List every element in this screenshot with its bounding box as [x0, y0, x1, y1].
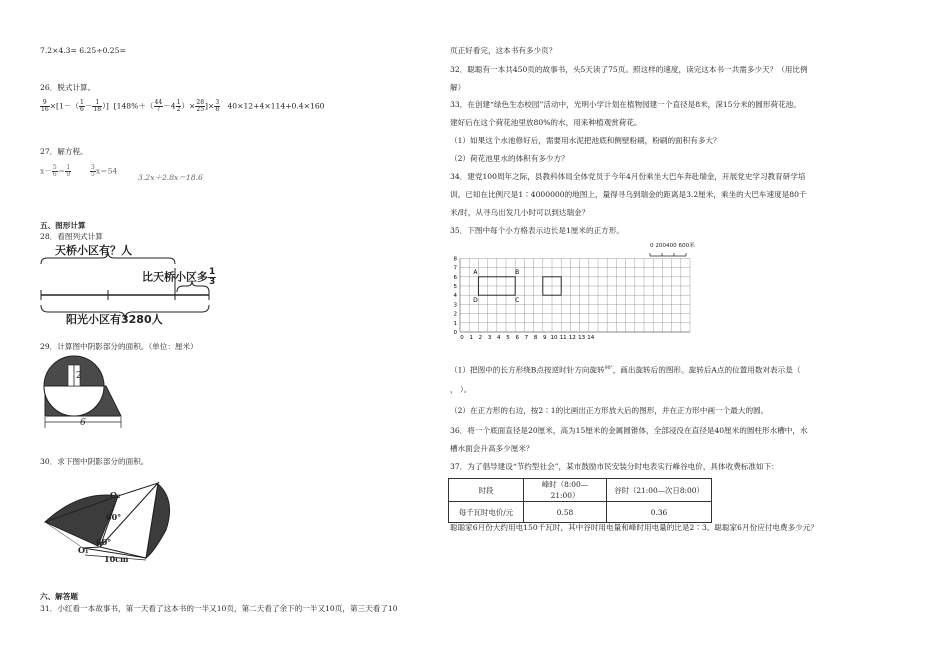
x-tick-label: 14: [587, 335, 595, 341]
x-tick-label: 1: [469, 335, 473, 341]
electricity-price-table: [448, 478, 712, 523]
x-tick-label: 5: [506, 335, 510, 341]
x-tick-label: 8: [533, 335, 538, 341]
q28-title: 28．看图列式计算: [40, 232, 103, 241]
q34-line-2: 训。已知在比例尺是1∶4000000的地图上，量得寻乌到瑞金的距离是3.2厘米，乘坐的大巴车速度是80千: [450, 190, 807, 199]
point-label: C: [515, 297, 520, 305]
q35-title: 35．下图中每个小方格表示边长是1厘米的正方形。: [450, 226, 624, 235]
y-tick-label: 3: [453, 302, 457, 309]
table-header-cell: 峰时（8:00—21:00）: [524, 479, 607, 502]
q33-part-2: （2）荷花池里水的体积有多少方？: [450, 154, 569, 163]
x-tick-label: 10: [550, 335, 558, 341]
q37-title: 37．为了倡导建设“节约型社会”，某市鼓励市民安装分时电表实行峰谷电价，具体收费标准如下：: [450, 462, 779, 471]
frac: $\frac{1}{3}$: [209, 267, 216, 287]
q35-part-2: （2）在正方形的右边，按2∶1的比画出正方形放大后的图形，并在正方形中画一个最大的圆。: [450, 406, 769, 415]
frac: $\frac{1}{6}$: [80, 99, 84, 113]
q26-title: 26．脱式计算。: [40, 83, 96, 92]
q28-bottom-label: 阳光小区有3280人: [66, 313, 163, 326]
frac: $\frac{28}{25}$: [196, 99, 205, 113]
y-tick-label: 0: [453, 330, 457, 336]
q30-length-label: 10cm: [104, 554, 129, 564]
q31-text: 31．小红看一本故事书，第一天看了这本书的一半又10页，第二天看了余下的一半又10页，第三天看了10: [40, 604, 398, 613]
q28-right-label: 比天桥小区多 $\frac{1}{3}$: [142, 267, 216, 287]
x-tick-label: 9: [543, 335, 547, 341]
frac: $\frac{44}{7}$: [154, 99, 163, 113]
q36-line-2: 槽水面会升高多少厘米？: [450, 444, 534, 453]
x-tick-label: 3: [487, 335, 492, 341]
table-cell: 0.58: [524, 502, 607, 523]
q36-line-1: 36．将一个底面直径是20厘米，高为15厘米的金属圆锥体，全部浸没在直径是40厘米的圆柱形水槽中，水: [450, 426, 808, 435]
square-grid: [452, 252, 692, 342]
x-tick-label: 0: [460, 335, 464, 341]
q34-line-1: 34．建党100周年之际，县教科体局全体党员于今年4月份乘坐大巴车奔赴瑞金，开展党史学习教育研学培: [450, 172, 806, 181]
frac: $\frac{1}{9}$: [66, 164, 71, 178]
section-5-heading: 五、图形计算: [40, 221, 86, 230]
q27-equation-c: 3.2x＋2.8x＝18.6: [138, 173, 203, 182]
q30-title: 30．求下图中阴影部分的面积。: [40, 457, 149, 466]
y-tick-label: 5: [453, 284, 457, 290]
x-tick-label: 11: [559, 335, 567, 341]
y-tick-label: 8: [453, 256, 457, 263]
point-label: A: [473, 268, 478, 276]
table-cell: 0.36: [607, 502, 712, 523]
q34-line-3: 米/时，从寻乌出发几小时可以到达瑞金？: [450, 208, 590, 217]
x-tick-label: 4: [497, 335, 501, 341]
frac: $\frac{3}{5}$: [91, 164, 95, 178]
table-row: [449, 502, 712, 523]
y-tick-label: 2: [453, 311, 457, 318]
table-header-row: [449, 479, 712, 502]
q33-line-1: 33．在创建“绿色生态校园”活动中，光明小学计划在植物园建一个直径是8米，深15分米的圆形荷花池。: [450, 100, 801, 109]
x-tick-label: 7: [524, 335, 529, 341]
q29-label-2: 2: [76, 371, 82, 381]
q32-line-1: 32．聪聪有一本共450页的故事书，头5天读了75页。照这样的速度，读完这本书一共需多少天？（用比例: [450, 65, 808, 74]
q33-line-2: 建好后在这个荷花池里放80%的水，用来种植观赏荷花。: [450, 118, 642, 127]
q27-equation-b: $\frac{3}{5}$ x＝54: [91, 164, 118, 178]
q37-tail: 聪聪家6月份大约用电150千瓦时，其中谷时用电量和峰时用电量的比是2∶3。聪聪家6月份应付电费多少元？: [450, 523, 818, 532]
frac: $\frac{3}{8}$: [215, 99, 220, 113]
table-header-cell: 谷时（21:00—次日8:00）: [607, 479, 712, 502]
y-tick-label: 4: [453, 293, 457, 300]
map-scale-label: 0 200400 600米: [650, 243, 695, 249]
table-cell: 每千瓦时电价/元: [449, 502, 524, 523]
frac: $\frac{1}{2}$: [176, 99, 181, 113]
y-tick-label: 6: [453, 274, 457, 281]
frac: $\frac{1}{18}$: [93, 99, 102, 113]
q26-expression-a: $\frac{9}{16}$ ×[1－（ $\frac{1}{6}$ － $\frac{1}{18}$ ）] [148%＋（ $\frac{44}{7}$ －4 $\frac{1}{2}$ ）× $\frac{28}{25}$ ]× $\frac{3}{8}$ 40×12+4×114+0.4×160: [41, 99, 325, 113]
frac: $\frac{5}{6}$: [52, 164, 57, 178]
q35-part-1: （1）把图中的长方形绕B点按逆时针方向旋转$^{90^\circ}$，画出旋转后的图形。旋转后A点的位置用数对表示是（: [450, 365, 801, 375]
point-label: D: [473, 297, 478, 305]
y-tick-label: 7: [453, 265, 457, 272]
q27-title: 27．解方程。: [40, 147, 88, 156]
section-6-heading: 六、解答题: [40, 592, 78, 601]
q27-equation-a: x－ $\frac{5}{6}$ ＝ $\frac{1}{9}$: [40, 164, 71, 178]
q28-top-label: 天桥小区有？人: [55, 244, 132, 257]
q30-o1-label: O₁: [78, 545, 89, 555]
q31-continued: 页正好看完，这本书有多少页？: [450, 46, 557, 55]
q32-line-2: 解）: [450, 83, 466, 92]
q29-diagram: [38, 356, 138, 434]
y-tick-label: 1: [453, 320, 457, 327]
q33-part-1: （1）如果这个水池修好后，需要用水泥把池底和侧壁粉刷，粉刷的面积有多大？: [450, 136, 721, 145]
q30-angle-top: 60°: [106, 512, 122, 522]
q25-line: 7.2×4.3= 6.25÷0.25=: [40, 46, 126, 55]
x-tick-label: 13: [578, 335, 586, 341]
point-label: B: [515, 268, 520, 276]
table-header-cell: 时段: [449, 479, 524, 502]
degree-label: 90°: [604, 366, 613, 371]
q30-angle-bottom: 60°: [96, 537, 112, 547]
x-tick-label: 12: [568, 335, 576, 341]
x-tick-label: 2: [478, 335, 483, 341]
q35-part-1-blank: ， ）。: [450, 385, 472, 394]
q29-title: 29．计算图中阴影部分的面积。（单位：厘米）: [40, 342, 198, 351]
q29-label-6: 6: [80, 418, 86, 428]
frac: $\frac{9}{16}$: [41, 99, 49, 113]
x-tick-label: 6: [515, 335, 519, 341]
q30-o2-label: O₂: [110, 490, 121, 500]
